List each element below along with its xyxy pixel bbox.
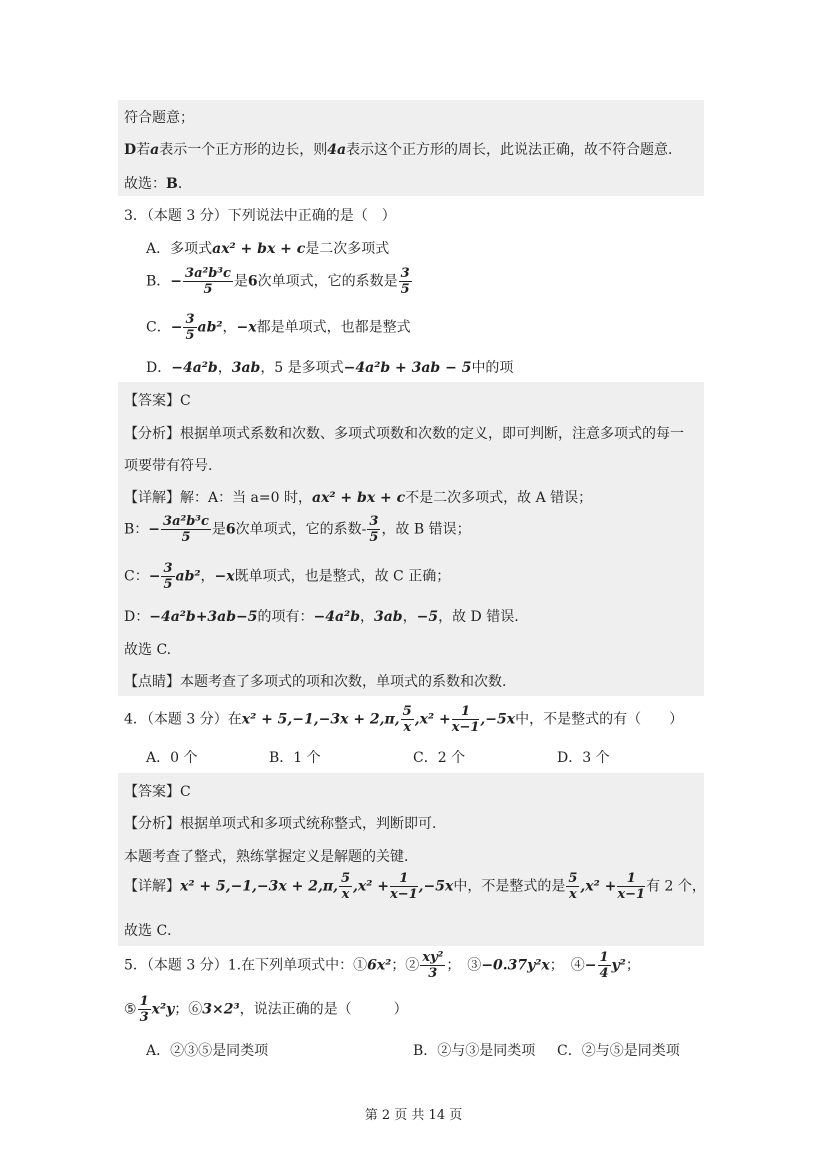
- math-expr: y²: [611, 957, 626, 974]
- text: ，: [402, 609, 417, 625]
- math-expr: x² + 5,−1,−3x + 2,π,: [180, 878, 338, 895]
- q3-detail-b: [124, 514, 471, 545]
- text: ，故 D 错误.: [438, 609, 519, 625]
- q3-detail-d: [124, 606, 519, 626]
- text: ；⑥: [174, 1001, 203, 1018]
- text: ； ③: [446, 957, 482, 974]
- text: ，5 是多项式: [260, 360, 344, 376]
- fraction: $\frac{1}{x-1}$: [451, 704, 480, 735]
- fraction: $\frac{3}{5}$: [400, 266, 410, 297]
- math-expr: ax² + bx + c: [312, 490, 406, 506]
- math-sign: −: [584, 957, 597, 974]
- text: 【详解】解：A：当 a=0 时，: [124, 490, 312, 506]
- math-expr: ,−5x: [480, 711, 516, 728]
- fraction: $\frac{\text{3a²b³c}}{5}$: [163, 514, 209, 545]
- math-num: 6: [247, 273, 258, 290]
- q3-comment: 【点睛】本题考查了多项式的项和次数，单项式的系数和次数.: [124, 674, 507, 690]
- text: ，: [200, 568, 215, 585]
- fraction: $\frac{\text{xy²}}{3}$: [422, 950, 444, 981]
- math-expr: −4a²b: [313, 609, 360, 625]
- fraction: $\frac{1}{x-1}$: [389, 871, 418, 902]
- text: 中，不是整式的有（ ）: [515, 711, 684, 728]
- text: ，: [217, 360, 232, 376]
- math-num: 6: [225, 521, 236, 538]
- q3-choose: 故选 C.: [124, 642, 172, 658]
- q4-analysis: 【分析】根据单项式和多项式统称整式，判断即可．: [124, 816, 446, 832]
- text: D：: [124, 609, 150, 625]
- q4-option-a: A．0 个: [146, 750, 198, 766]
- fraction: $\frac{5}{x}$: [402, 704, 412, 735]
- text: 若: [136, 142, 151, 158]
- text: 都是单项式，也都是整式: [256, 319, 411, 336]
- fraction: $\frac{\text{3a²b³c}}{5}$: [185, 266, 231, 297]
- q3-analysis-1: 【分析】根据单项式系数和次数、多项式项数和次数的定义，即可判断，注意多项式的每一: [124, 426, 684, 442]
- text: ，: [222, 319, 237, 336]
- text: ；②: [391, 957, 420, 974]
- math-expr: −x: [236, 319, 257, 336]
- text: ，说法正确的是（ ）: [239, 1001, 408, 1018]
- q4-option-c: C．2 个: [413, 750, 466, 766]
- q4-option-b: B．1 个: [269, 750, 321, 766]
- text: ，: [359, 609, 374, 625]
- text: 故选：: [124, 176, 166, 192]
- text: 5．（本题 3 分）1.在下列单项式中：①: [124, 957, 368, 974]
- fraction: $\frac{1}{x-1}$: [617, 871, 646, 902]
- math-expr: ,−5x: [418, 878, 454, 895]
- math-sign: −: [148, 568, 161, 585]
- q3-answer: 【答案】C: [124, 393, 191, 409]
- answer-letter: B: [166, 176, 178, 192]
- fraction: $\frac{1}{4}$: [599, 950, 609, 981]
- math-expr: −4a²b+3ab−5: [149, 609, 258, 625]
- math-expr: −x: [214, 568, 235, 585]
- q3-option-d: [146, 357, 513, 377]
- q4-choose: 故选 C．: [124, 923, 182, 939]
- top-line-3: [124, 173, 192, 193]
- fraction: $\frac{3}{5}$: [185, 312, 195, 343]
- q5-stem-1: [124, 950, 640, 981]
- text: 中，不是整式的是: [453, 878, 566, 895]
- math-expr: −4a²b: [171, 360, 218, 376]
- text: ； ④: [549, 957, 585, 974]
- text: A．多项式: [146, 241, 213, 257]
- q3-option-a: [146, 238, 389, 258]
- q4-note: 本题考查了整式，熟练掌握定义是解题的关键．: [124, 849, 418, 865]
- text: ；: [625, 957, 640, 974]
- math-expr: ax² + bx + c: [212, 241, 306, 257]
- math-expr: ,x² +: [580, 878, 617, 895]
- text: ，故 B 错误；: [381, 521, 471, 538]
- fraction: $\frac{5}{x}$: [568, 871, 578, 902]
- text: 4．（本题 3 分）在: [124, 711, 242, 728]
- top-line-1: 符合题意；: [124, 110, 194, 126]
- math-expr: x²y: [151, 1001, 175, 1018]
- math-expr: 6x²: [367, 957, 392, 974]
- q3-detail-c: [124, 561, 450, 592]
- top-line-2: [124, 139, 682, 159]
- text: 表示这个正方形的周长，此说法正确，故不符合题意．: [346, 142, 683, 158]
- text: 是: [211, 521, 226, 538]
- math-expr: ab²: [175, 568, 201, 585]
- q5-option-b: B．②与③是同类项: [413, 1043, 536, 1059]
- math-expr: −4a²b + 3ab − 5: [343, 360, 472, 376]
- q3-detail-a: [124, 487, 592, 507]
- math-var: a: [150, 142, 160, 158]
- fraction: $\frac{1}{3}$: [139, 994, 149, 1025]
- text: 是: [233, 273, 248, 290]
- text: 中的项: [471, 360, 514, 376]
- q3-stem: 3．（本题 3 分）下列说法中正确的是（ ）: [124, 208, 396, 224]
- text: C：: [124, 568, 149, 585]
- math-expr: ab²: [197, 319, 223, 336]
- q5-option-c: C．②与⑤是同类项: [557, 1043, 680, 1059]
- q4-option-d: D．3 个: [557, 750, 610, 766]
- math-expr: ,x² +: [414, 711, 451, 728]
- q4-stem: [124, 704, 683, 735]
- text: 是二次多项式: [305, 241, 390, 257]
- text: D．: [146, 360, 172, 376]
- text: 次单项式，它的系数是: [257, 273, 398, 290]
- math-expr: 3×2³: [202, 1001, 240, 1018]
- q3-option-b: [146, 266, 413, 297]
- option-letter: D: [124, 142, 137, 158]
- math-expr: ,x² +: [353, 878, 389, 895]
- text: 有 2 个，: [646, 878, 706, 895]
- text: C．: [146, 319, 171, 336]
- text: B：: [124, 521, 149, 538]
- page-footer: 第 2 页 共 14 页: [364, 1108, 463, 1123]
- fraction: $\frac{5}{x}$: [340, 871, 350, 902]
- text: 次单项式，它的系数-: [235, 521, 367, 538]
- q5-stem-2: [124, 994, 408, 1025]
- math-sign: −: [170, 319, 183, 336]
- q4-detail: [124, 871, 706, 902]
- q4-answer: 【答案】C: [124, 784, 191, 800]
- math-sign: −: [148, 521, 161, 538]
- text: B．: [146, 273, 171, 290]
- q3-analysis-2: 项要带有符号.: [124, 458, 213, 474]
- fraction: $\frac{3}{5}$: [163, 561, 173, 592]
- math-sign: −: [170, 273, 183, 290]
- text: 的项有：: [257, 609, 314, 625]
- q3-option-c: [146, 312, 411, 343]
- fraction: $\frac{3}{5}$: [369, 514, 379, 545]
- text: ⑤: [124, 1001, 137, 1018]
- math-expr: 4a: [327, 142, 347, 158]
- math-expr: x² + 5,−1,−3x + 2,π,: [241, 711, 400, 728]
- text: 表示一个正方形的边长，则: [159, 142, 328, 158]
- q5-option-a: A．②③⑤是同类项: [146, 1043, 269, 1059]
- text: 不是二次多项式，故 A 错误；: [405, 490, 593, 506]
- math-expr: −5: [416, 609, 439, 625]
- text: 既单项式，也是整式，故 C 正确；: [234, 568, 451, 585]
- math-expr: −0.37y²x: [481, 957, 550, 974]
- text: 【详解】: [124, 878, 180, 895]
- math-expr: 3ab: [231, 360, 261, 376]
- math-expr: 3ab: [373, 609, 403, 625]
- text: ．: [177, 176, 192, 192]
